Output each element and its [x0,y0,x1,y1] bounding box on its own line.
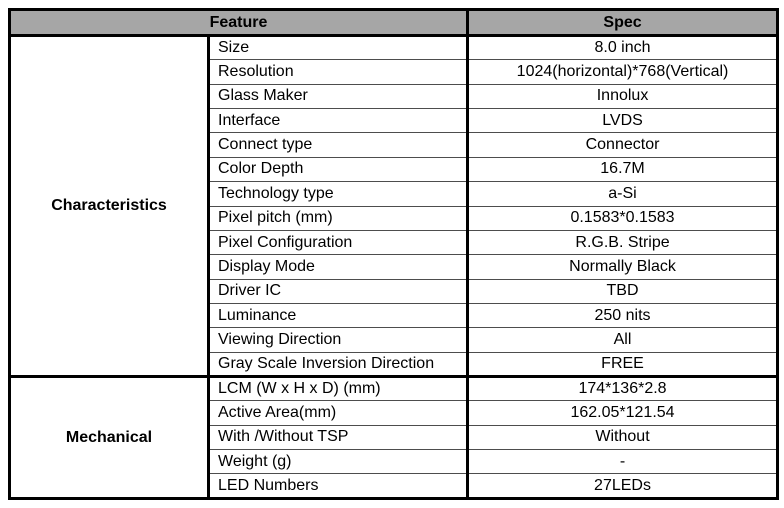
spec-cell: a-Si [468,182,778,206]
feature-cell: Viewing Direction [209,328,468,352]
spec-cell: 27LEDs [468,474,778,499]
spec-cell: 174*136*2.8 [468,377,778,401]
spec-cell: Normally Black [468,255,778,279]
feature-cell: Technology type [209,182,468,206]
feature-cell: With /Without TSP [209,425,468,449]
spec-column-header: Spec [468,10,778,36]
feature-cell: Glass Maker [209,84,468,108]
feature-cell: Resolution [209,60,468,84]
feature-cell: Active Area(mm) [209,401,468,425]
feature-cell: Weight (g) [209,450,468,474]
spec-cell: TBD [468,279,778,303]
feature-cell: Interface [209,109,468,133]
feature-column-header: Feature [10,10,468,36]
feature-cell: LED Numbers [209,474,468,499]
spec-cell: 250 nits [468,303,778,327]
feature-cell: Pixel pitch (mm) [209,206,468,230]
feature-cell: Connect type [209,133,468,157]
header-row [10,10,778,36]
spec-cell: Innolux [468,84,778,108]
feature-cell: Driver IC [209,279,468,303]
spec-cell: All [468,328,778,352]
spec-cell: 8.0 inch [468,36,778,60]
table-row [10,377,778,401]
spec-cell: R.G.B. Stripe [468,230,778,254]
spec-cell: 1024(horizontal)*768(Vertical) [468,60,778,84]
spec-cell: 16.7M [468,157,778,181]
spec-cell: Connector [468,133,778,157]
feature-cell: Pixel Configuration [209,230,468,254]
feature-cell: LCM (W x H x D) (mm) [209,377,468,401]
spec-cell: LVDS [468,109,778,133]
feature-cell: Luminance [209,303,468,327]
spec-cell: 0.1583*0.1583 [468,206,778,230]
spec-cell: 162.05*121.54 [468,401,778,425]
spec-cell: Without [468,425,778,449]
feature-cell: Gray Scale Inversion Direction [209,352,468,376]
feature-cell: Size [209,36,468,60]
feature-cell: Color Depth [209,157,468,181]
feature-cell: Display Mode [209,255,468,279]
spec-table [8,8,779,500]
table-row [10,36,778,60]
category-cell-mechanical: Mechanical [10,377,209,499]
category-cell-characteristics: Characteristics [10,36,209,377]
spec-cell: - [468,450,778,474]
spec-cell: FREE [468,352,778,376]
